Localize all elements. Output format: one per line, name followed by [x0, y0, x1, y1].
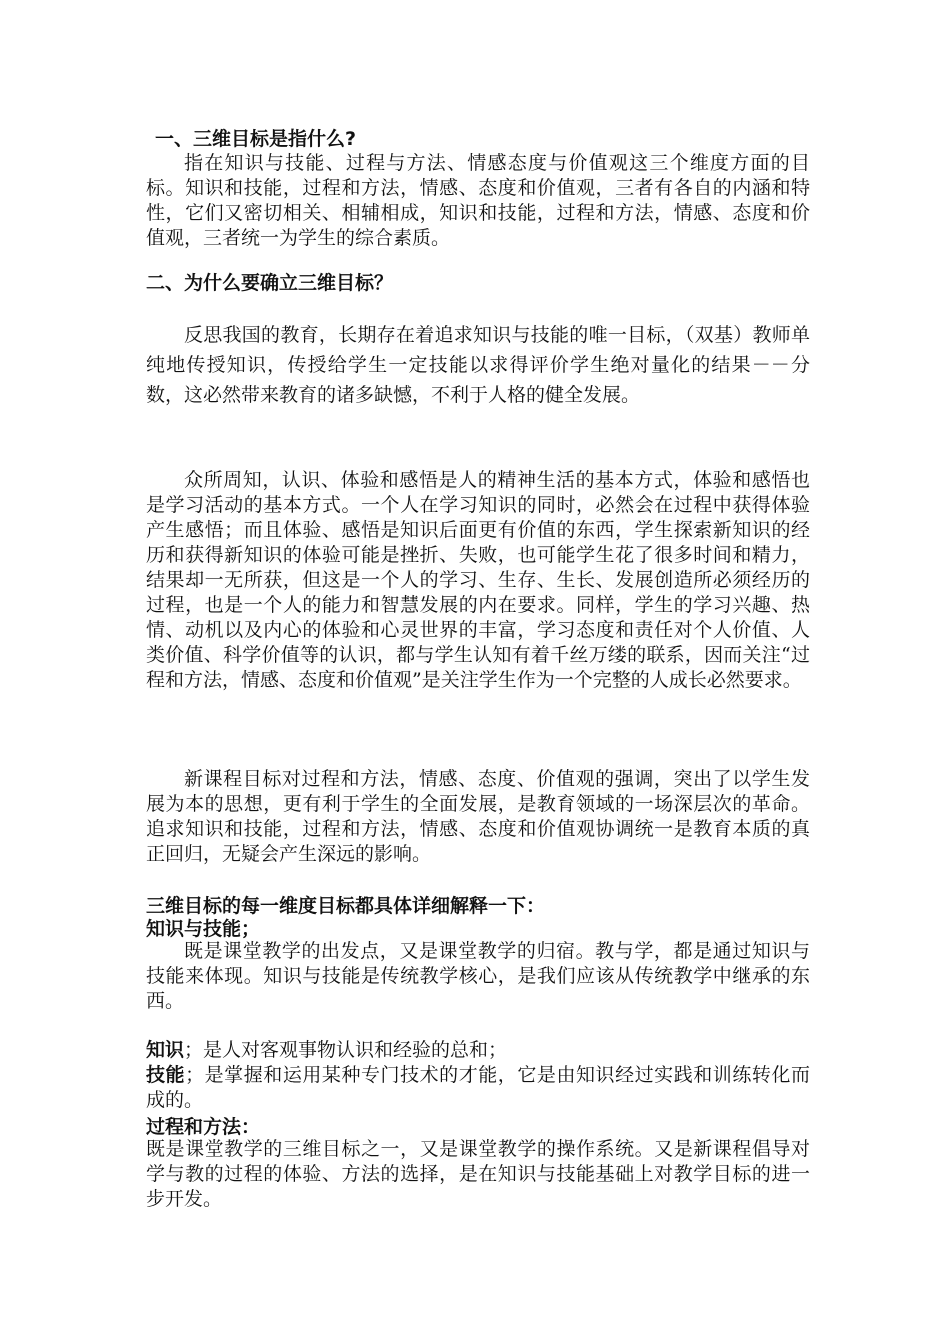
- heading-3: 三维目标的每一维度目标都具体详细解释一下：: [146, 895, 546, 917]
- paragraph-knowledge-skill: 既是课堂教学的出发点，又是课堂教学的归宿。教与学，都是通过知识与技能来体现。知识与技能是传统教学核心，是我们应该从传统教学中继承的东西。: [146, 940, 810, 1012]
- paragraph-4: 新课程目标对过程和方法，情感、态度、价值观的强调，突出了以学生发展为本的思想，更有利于学生的全面发展，是教育领域的一场深层次的革命。追求知识和技能，过程和方法，情感、态度和价值观协调统一是教育本质的真正回归，无疑会产生深远的影响。: [146, 768, 810, 865]
- definition-knowledge-text: ；是人对客观事物认识和经验的总和；: [184, 1039, 508, 1061]
- paragraph-2: 反思我国的教育，长期存在着追求知识与技能的唯一目标，（双基）教师单纯地传授知识，传授给学生一定技能以求得评价学生绝对量化的结果－－分数，这必然带来教育的诸多缺憾，不利于人格的健全发展。: [146, 324, 810, 406]
- heading-2: 二、为什么要确立三维目标？: [146, 272, 394, 294]
- heading-process-method: 过程和方法：: [146, 1116, 261, 1138]
- heading-knowledge-skill: 知识与技能；: [146, 918, 261, 940]
- paragraph-process-method: 既是课堂教学的三维目标之一，又是课堂教学的操作系统。又是新课程倡导对学与教的过程的体验、方法的选择，是在知识与技能基础上对教学目标的进一步开发。: [146, 1138, 810, 1210]
- definition-knowledge: [146, 1038, 810, 1063]
- definition-skill: [146, 1063, 810, 1113]
- term-skill: 技能: [146, 1064, 186, 1086]
- term-knowledge: 知识: [146, 1039, 185, 1061]
- paragraph-3: 众所周知，认识、体验和感悟是人的精神生活的基本方式，体验和感悟也是学习活动的基本方式。一个人在学习知识的同时，必然会在过程中获得体验产生感悟；而且体验、感悟是知识后面更有价值的东西，学生探索新知识的经历和获得新知识的体验可能是挫折、失败，也可能学生花了很多时间和精力，结果却一无所获，但这是一个人的学习、生存、生长、发展创造所必须经历的过程，也是一个人的能力和智慧发展的内在要求。同样，学生的学习兴趣、热情、动机以及内心的体验和心灵世界的丰富，学习态度和责任对个人价值、人类价值、科学价值等的认识，都与学生认知有着千丝万缕的联系，因而关注“过程和方法，情感、态度和价值观”是关注学生作为一个完整的人成长必然要求。: [146, 469, 810, 691]
- definition-skill-text: ；是掌握和运用某种专门技术的才能，它是由知识经过实践和训练转化而成的。: [146, 1064, 810, 1111]
- paragraph-1: 指在知识与技能、过程与方法、情感态度与价值观这三个维度方面的目标。知识和技能，过程和方法，情感、态度和价值观，三者有各自的内涵和特性，它们又密切相关、相辅相成，知识和技能，过程和方法，情感、态度和价值观，三者统一为学生的综合素质。: [146, 152, 810, 249]
- heading-1: 一、三维目标是指什么?: [155, 128, 357, 150]
